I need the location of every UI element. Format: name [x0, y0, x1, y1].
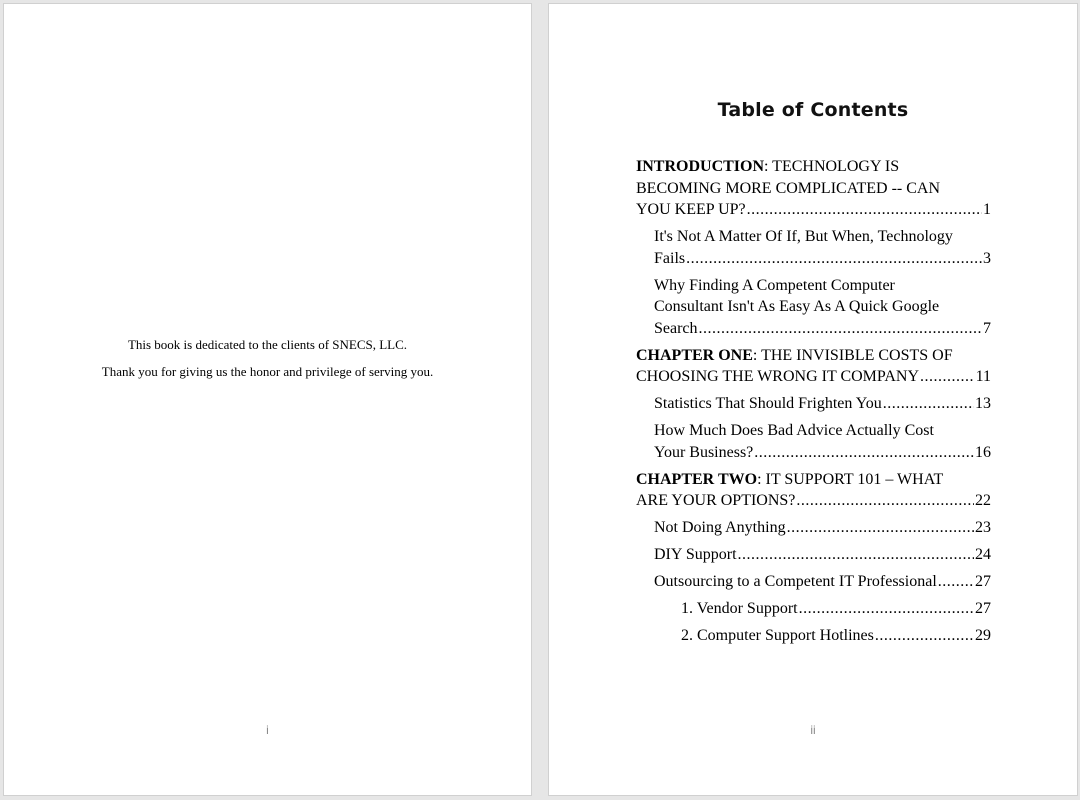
toc-entry-text: How Much Does Bad Advice Actually Cost [654, 422, 934, 439]
toc-entry-chapter-one[interactable] [636, 345, 991, 388]
toc-entry-heading: CHAPTER ONE [636, 346, 753, 364]
toc-entry-text: Your Business? [654, 443, 754, 461]
toc-page-number: 7 [983, 319, 991, 337]
toc-entry-text: Why Finding A Competent Computer [654, 276, 895, 294]
toc-entry-text: Search [654, 319, 698, 337]
toc-entry-text: Not Doing Anything [654, 519, 786, 536]
page-number-right: ii [810, 723, 816, 737]
table-of-contents [636, 156, 991, 652]
toc-entry-line [654, 442, 991, 464]
toc-entry-outsourcing[interactable] [654, 571, 991, 593]
toc-entry-heading: INTRODUCTION [636, 158, 765, 175]
toc-title: Table of Contents [717, 99, 909, 121]
toc-entry-text: ARE YOUR OPTIONS? [636, 492, 796, 509]
toc-entry-line [654, 571, 991, 593]
toc-entry-not-doing-anything[interactable] [654, 517, 991, 539]
toc-entry-text: Fails [654, 249, 686, 267]
toc-entry-line [654, 517, 991, 539]
toc-entry-introduction[interactable] [636, 156, 991, 221]
dot-leader [686, 248, 982, 270]
toc-page-number: 1 [983, 201, 991, 218]
toc-entry-line [681, 598, 991, 620]
toc-entry-line [654, 248, 991, 270]
toc-entry-line [636, 345, 991, 367]
dedication-line-1: This book is dedicated to the clients of SNECS, LLC. [127, 337, 408, 352]
toc-entry-competent-consultant[interactable] [654, 275, 991, 340]
toc-entry-line [654, 318, 991, 340]
toc-entry-text: 1. Vendor Support [681, 600, 798, 617]
dot-leader [699, 318, 982, 340]
toc-page-number: 13 [975, 395, 991, 412]
toc-entry-text: BECOMING MORE COMPLICATED -- CAN [636, 179, 941, 197]
dot-leader [799, 598, 974, 620]
dot-leader [938, 571, 974, 593]
toc-entry-text: : TECHNOLOGY IS [764, 158, 900, 175]
toc-entry-line [654, 544, 991, 566]
toc-entry-line [636, 366, 991, 388]
toc-page-number: 24 [975, 546, 991, 563]
dot-leader [796, 490, 974, 512]
toc-entry-line [681, 625, 991, 647]
toc-entry-support-hotlines[interactable] [681, 625, 991, 647]
toc-entry-text: CHOOSING THE WRONG IT COMPANY [636, 368, 919, 385]
toc-entry-text: 2. Computer Support Hotlines [681, 627, 874, 644]
page-number-left: i [266, 723, 269, 737]
page-right [548, 3, 1078, 796]
dot-leader [875, 625, 974, 647]
toc-entry-technology-fails[interactable] [654, 226, 991, 269]
toc-page-number: 11 [975, 368, 991, 385]
toc-page-number: 16 [975, 443, 991, 461]
toc-page-number: 3 [983, 249, 991, 267]
toc-entry-line [654, 393, 991, 415]
toc-entry-vendor-support[interactable] [681, 598, 991, 620]
toc-entry-statistics[interactable] [654, 393, 991, 415]
toc-entry-text: Outsourcing to a Competent IT Professional [654, 573, 937, 590]
dedication-line-2: Thank you for giving us the honor and privilege of serving you. [101, 364, 434, 379]
toc-page-number: 27 [975, 573, 991, 590]
dot-leader [787, 517, 974, 539]
toc-page-number: 27 [975, 600, 991, 617]
toc-entry-line [636, 469, 991, 491]
toc-entry-text: Consultant Isn't As Easy As A Quick Google [654, 298, 940, 315]
dot-leader [883, 393, 974, 415]
toc-entry-line [636, 156, 991, 178]
toc-page-number: 23 [975, 519, 991, 536]
toc-entry-line [636, 199, 991, 221]
toc-entry-heading: CHAPTER TWO [636, 470, 758, 488]
dedication [4, 336, 531, 390]
toc-entry-diy-support[interactable] [654, 544, 991, 566]
toc-entry-text: Statistics That Should Frighten You [654, 395, 882, 412]
dot-leader [920, 366, 975, 388]
toc-entry-text: YOU KEEP UP? [636, 201, 746, 218]
page-left [3, 3, 532, 796]
toc-entry-chapter-two[interactable] [636, 469, 991, 512]
toc-entry-line [636, 490, 991, 512]
toc-entry-text: DIY Support [654, 546, 737, 563]
toc-page-number: 22 [975, 492, 991, 509]
toc-entry-text: : IT SUPPORT 101 – WHAT [757, 470, 944, 488]
toc-page-number: 29 [975, 627, 991, 644]
toc-entry-text: It's Not A Matter Of If, But When, Technology [654, 228, 953, 245]
toc-entry-text: : THE INVISIBLE COSTS OF [752, 346, 953, 364]
toc-entry-bad-advice[interactable] [654, 420, 991, 463]
dot-leader [738, 544, 974, 566]
dot-leader [754, 442, 974, 464]
dot-leader [747, 199, 982, 221]
